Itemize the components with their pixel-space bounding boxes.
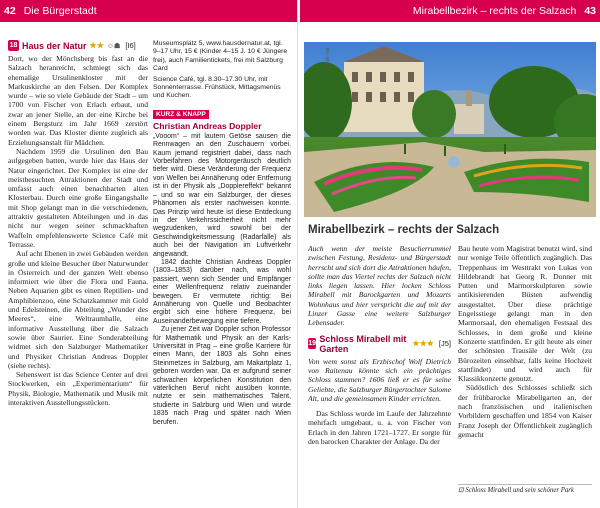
left-page-number: 42 [4,5,16,17]
right-column-2 [458,244,592,439]
kurz-paragraph: Zu jener Zeit war Doppler schon Professor für Mathematik und Physik an der Karls-Universität in Prag – eine große Karriere für einen Mann, der 1803 als Sohn eines Steinmetzes in Salzburg, am Makartplatz 1, geboren worden war. Da er aufgrund seiner schwachen körperlichen Konstitution den väterlichen Beruf nicht ausüben konnte, nutzte er sein mathematisches Talent, studierte in Salzburg und Wien und wurde 1835 nach Prag und später nach Wien berufen. [153,326,291,426]
photo-caption [458,484,592,495]
entry-quote: Von wem sonst als Erzbischof Wolf Dietrich von Raitenau könnte sich ein prächtiges Schloss stammen? 1606 ließ er es für seine Geliebte, die Salzburger Bürgertochter Salome Alt, und die gemeinsamen Kinder errichten. [308,356,451,403]
section-intro: Auch wenn der meiste Besucherrummel zwischen Festung, Residenz- und Bürgerstadt herrscht und sich dort die Attraktionen häufen, sollte man das Viertel rechts der Salzach nicht links liegen lassen. Hier locken Schloss Mirabell mit Barockgarten und Mozarts Wohnhaus und hier verspricht die auf mit der Linzer Gasse eine weitere Salzburger Lebensader. [308,244,451,328]
paragraph: Auf acht Ebenen in zwei Gebäuden werden große und kleine Besucher über Naturwunder in Österreich und der ganzen Welt ebenso informiert wie über die Flora und Fauna. Neben Aquarien gibt es einen Reptilien- und Amphibienzoo, eine Schatzkammer mit Gold und Edelsteinen, die Abteilung „Wunder des Meeres“, eine Weltraumhalle, eine informative Ausstellung über die Salzach sowie über Saurier. Eine Sonderabteilung widmet sich den Salzburger Mathematiker und Physiker Christian Andreas Doppler (siehe rechts). [8,249,148,370]
right-column-1 [308,244,451,446]
kurz-knapp-label: KURZ & KNAPP [153,110,209,119]
left-column-main [8,40,148,407]
photo-credit: 026 bb / ml [325,48,330,71]
entry-number-badge: 19 [308,340,317,348]
entry-heading-schloss-mirabell [308,334,451,354]
photo-schloss-mirabell [304,42,596,217]
paragraph: Das Schloss wurde im Laufe der Jahrzehnte mehrfach umgebaut, u. a. von Fischer von Erlach in den Jahren 1721–1727. Er sorgte für den barocken Charakter der Anlage. Da der [308,409,451,447]
paragraph: Bau heute vom Magistrat benutzt wird, sind nur wenige Teile öffentlich zugänglich. Das Treppenhaus im Westtrakt von Lukas von Hildebrandt hat Georg R. Donner mit Putten und Marmorskulpturen sowie antikisierenden Büsten aufwendig ausgestaltet. Über diese prächtige Engelsstiege gelangt man in den Marmorsaal, den ehemaligen Festsaal des Schlosses, in dem große und kleine Konzerte stattfinden. Er gilt heute als einer der schönsten Trausäle der Welt (zu Bürozeiten einsehbar, falls keine Hochzeit stattfindet) und wird auch für Klassikkonzerte genutzt. [458,244,592,384]
left-page [0,0,298,508]
paragraph: Sehenswert ist das Science Center auf drei Stockwerken, ein „Experimentarium“ für Physik, Biologie, Mathematik und Musik mit interaktiven Ausstellungsstücken. [8,370,148,407]
kurz-paragraph: 1842 dachte Christian Andreas Doppler (1803–1853) darüber nach, was wohl passiert, wenn sich Sender und Empfänger einer Wellenfrequenz relativ zueinander bewegen. Er vermutete richtig: Bei Annäherung von Quelle und Beobachter ergibt sich eine höhere Frequenz, bei Auseinanderbewegung eine tiefere. [153,258,291,325]
kurz-paragraph: „Vooom“ – mit lautem Getöse sausen die Rennwagen an den Zuschauern vorbei. Kaum jemand registriert dabei, dass nach Vorbeifahren des Motorgeräusch deutlich tiefer wird. Diese Veränderung der Frequenz von Wellen bei Annäherung oder Entfernung ist in der Physik als „Dopplereffekt“ bekannt – und so war ein Salzburger, der dieses Phänomen als erster nachweisen konnte. Das Prinzip wird heute ist diese Entdeckung in der Verkehrssicherheit nicht mehr wegzudenken, wird sowohl bei der Geschwindigkeitsmessung (Radarfalle) als auch bei der Navigation im Luftverkehr angewandt. [153,132,291,258]
paragraph: Dort, wo der Mönchsberg bis fast an die Salzach heranreicht, schmiegt sich das ehemalige Ursulinenkloster mit der Markuskirche an den Felsen. Der Komplex wurde – wie so viele Gebäude der Stadt – um 1700 von Fischer von Erlach erbaut, und zwar an jener Stelle, an der eine Kirche bei einem Bergsturz im Jahr 1669 zerstört worden war. Das Kloster diente zugleich als Erziehungsanstalt für Mädchen. [8,54,148,147]
entry-title: Schloss Mirabell mit Garten [319,333,407,354]
section-title: Mirabellbezirk – rechts der Salzach [308,224,500,236]
entry-title: Haus der Natur [22,40,87,51]
left-column-side [153,40,291,427]
kurz-knapp-title: Christian Andreas Doppler [153,120,262,131]
left-page-header [0,0,297,22]
right-page-number: 43 [584,5,596,17]
info-address: Museumsplatz 5, www.hausdernatur.at, tgl. 9–17 Uhr, 15 € (Kinder 4–15 J. 10 € Jüngere frei), auch Familientickets, frei mit Salzburg Card [153,40,288,73]
right-page [300,0,600,508]
caption-text: Schloss Mirabell und sein schöner Park [465,487,574,494]
right-page-header [300,0,600,22]
paragraph: Nachdem 1959 die Ursulinen den Bau aufgegeben hatten, wurde hier das Haus der Natur eingerichtet. Der Komplex ist eine der meistbesuchten Attraktionen der Stadt und umfasst auch einen benachbarten alten Klosterbau. Durch eine große Eingangshalle mit Shop gelangt man in die verschiedenen, attraktiv gestalteten Abteilungen und in das nicht nur wegen seiner schmackhaften Waffeln empfehlenswerte Science Café mit Terrasse. [8,146,148,249]
right-header-title: Mirabellbezirk – rechts der Salzach [412,5,577,17]
caption-arrow-icon: ⊡ [458,487,466,494]
rating-stars: ★★ [89,41,104,50]
paragraph: Südöstlich des Schlosses schließt sich der frühbarocke Mirabellgarten an, der nach französischen und italienischen Vorbildern geschaffen und 1854 von Kaiser Franz Joseph der Öffentlichkeit zugänglich gemacht [458,383,592,439]
map-reference: [J5] [438,339,451,349]
family-icon: ☺☗ [106,42,121,50]
left-header-title: Die Bürgerstadt [23,5,97,17]
map-reference: [I6] [125,41,136,50]
rating-stars: ★★★ [412,339,434,349]
info-cafe: Science Café, tgl. 8.30–17.30 Uhr, mit Sonnenterrasse. Frühstück, Mittagsmenüs und Kuchen. [153,75,281,100]
entry-heading-haus-der-natur [8,40,148,51]
entry-number-badge: 18 [9,42,18,49]
